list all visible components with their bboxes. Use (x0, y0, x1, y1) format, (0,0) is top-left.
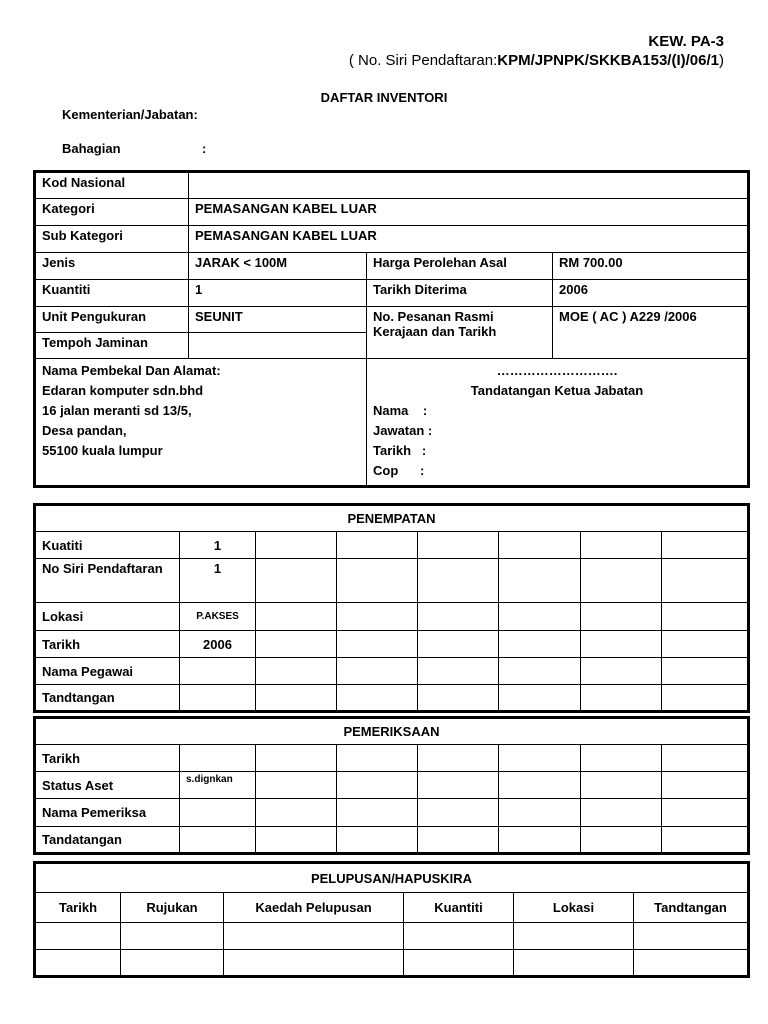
pemeriksaan-title: PEMERIKSAAN (35, 718, 749, 745)
sig-nama: Nama : (373, 403, 428, 418)
kuantiti-value: 1 (189, 280, 367, 307)
pelupusan-col-rujukan: Rujukan (121, 893, 224, 923)
kategori-value: PEMASANGAN KABEL LUAR (189, 199, 749, 226)
penempatan-row-label: Kuatiti (35, 532, 180, 559)
jenis-label: Jenis (35, 253, 189, 280)
penempatan-title: PENEMPATAN (35, 505, 749, 532)
division-label: Bahagian (62, 141, 121, 156)
penempatan-row-value: 1 (180, 559, 256, 603)
jenis-value: JARAK < 100M (189, 253, 367, 280)
pelupusan-title: PELUPUSAN/HAPUSKIRA (35, 863, 749, 893)
harga-value: RM 700.00 (553, 253, 749, 280)
penempatan-row-value: 2006 (180, 631, 256, 658)
signature-dots: ………………………. (496, 363, 618, 378)
reg-prefix: ( No. Siri Pendaftaran: (348, 52, 498, 69)
supplier-line: 55100 kuala lumpur (42, 443, 163, 458)
penempatan-row-value: P.AKSES (180, 603, 256, 631)
pelupusan-col-tarikh: Tarikh (35, 893, 121, 923)
tarikh-diterima-value: 2006 (553, 280, 749, 307)
pesanan-label: No. Pesanan Rasmi Kerajaan dan Tarikh (367, 307, 553, 359)
pemeriksaan-row-label: Status Aset (35, 772, 180, 799)
sub-kategori-value: PEMASANGAN KABEL LUAR (189, 226, 749, 253)
penempatan-row-label: Nama Pegawai (35, 658, 180, 685)
penempatan-row-label: Tarikh (35, 631, 180, 658)
penempatan-row-label: No Siri Pendaftaran (35, 559, 180, 603)
reg-suffix: ) (719, 52, 724, 69)
tempoh-label: Tempoh Jaminan (35, 333, 189, 359)
signature-cell (367, 359, 749, 487)
pemeriksaan-row-value (180, 745, 256, 772)
reg-number: KPM/JPNPK/SKKBA153/(I)/06/1 (497, 52, 719, 69)
pemeriksaan-row-label: Tarikh (35, 745, 180, 772)
unit-label: Unit Pengukuran (35, 307, 189, 333)
sub-kategori-label: Sub Kategori (35, 226, 189, 253)
table-row (35, 950, 749, 977)
penempatan-row-label: Lokasi (35, 603, 180, 631)
pemeriksaan-row-label: Nama Pemeriksa (35, 799, 180, 827)
penempatan-row-value (180, 658, 256, 685)
pelupusan-col-lokasi: Lokasi (514, 893, 634, 923)
kategori-label: Kategori (35, 199, 189, 226)
sig-tarikh: Tarikh : (373, 443, 427, 458)
pelupusan-col-kuantiti: Kuantiti (404, 893, 514, 923)
unit-value: SEUNIT (189, 307, 367, 333)
pelupusan-table (33, 861, 750, 978)
supplier-line: Desa pandan, (42, 423, 127, 438)
page-title: DAFTAR INVENTORI (320, 90, 448, 105)
pemeriksaan-table (33, 716, 750, 855)
asset-info-table (33, 170, 750, 488)
kod-nasional-label: Kod Nasional (35, 172, 189, 199)
pemeriksaan-row-value (180, 799, 256, 827)
penempatan-table (33, 503, 750, 713)
table-row (35, 923, 749, 950)
tarikh-diterima-label: Tarikh Diterima (367, 280, 553, 307)
ministry-label: Kementerian/Jabatan: (62, 107, 198, 122)
harga-label: Harga Perolehan Asal (367, 253, 553, 280)
pelupusan-col-tandtangan: Tandtangan (634, 893, 749, 923)
pesanan-value: MOE ( AC ) A229 /2006 (553, 307, 749, 359)
supplier-cell (35, 359, 367, 487)
pelupusan-col-kaedah: Kaedah Pelupusan (224, 893, 404, 923)
kod-nasional-value (189, 172, 749, 199)
pemeriksaan-row-value (180, 827, 256, 854)
sig-jawatan: Jawatan : (373, 423, 433, 438)
signature-label: Tandatangan Ketua Jabatan (470, 383, 644, 398)
supplier-line: 16 jalan meranti sd 13/5, (42, 403, 192, 418)
kuantiti-label: Kuantiti (35, 280, 189, 307)
sig-cop: Cop : (373, 463, 425, 478)
division-colon: : (202, 141, 207, 156)
registration-number (349, 52, 724, 69)
tempoh-value (189, 333, 367, 359)
form-code: KEW. PA-3 (648, 33, 724, 50)
penempatan-row-value: 1 (180, 532, 256, 559)
supplier-label: Nama Pembekal Dan Alamat: (42, 363, 221, 378)
supplier-line: Edaran komputer sdn.bhd (42, 383, 204, 398)
penempatan-row-value (180, 685, 256, 712)
pemeriksaan-row-label: Tandatangan (35, 827, 180, 854)
penempatan-row-label: Tandtangan (35, 685, 180, 712)
pemeriksaan-row-value: s.dignkan (180, 772, 256, 799)
